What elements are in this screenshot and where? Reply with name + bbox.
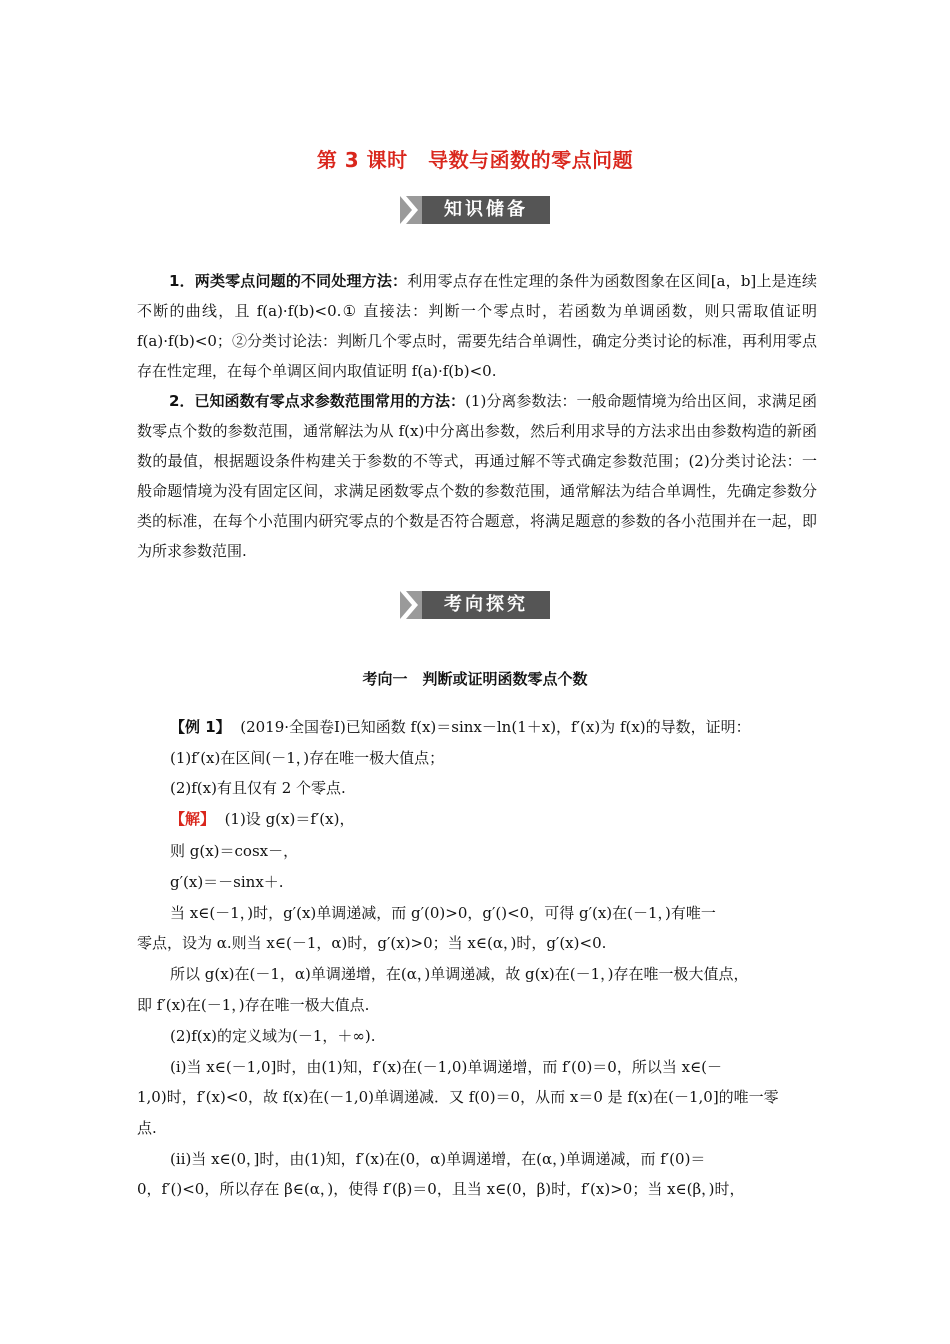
solution-label: 【解】 (170, 810, 216, 828)
solution-line-13: 0，f′()<0，所以存在 β∈(α，)，使得 f′(β)＝0，且当 x∈(0，β)时，f′(x)>0；当 x∈(β，)时， (137, 1180, 745, 1198)
knowledge-paragraph-2 (137, 386, 817, 566)
solution-line-2: 则 g(x)＝cosx－， (170, 842, 299, 860)
banner-label: 知识储备 (444, 199, 528, 220)
section-heading: 考向一 判断或证明函数零点个数 (362, 670, 588, 688)
solution-line-11: 点. (137, 1119, 157, 1137)
page-title: 第 3 课时 导数与函数的零点问题 (316, 148, 634, 172)
paragraph-heading: 1．两类零点问题的不同处理方法： (169, 272, 408, 290)
solution-line-4: 当 x∈(－1，)时，g′(x)单调递减，而 g′(0)>0，g′()<0，可得 g′(x)在(－1，)有唯一 (170, 904, 716, 922)
solution-line-9: (ⅰ)当 x∈(－1,0]时，由(1)知，f′(x)在(－1,0)单调递增，而 f′(0)＝0，所以当 x∈(－ (170, 1058, 723, 1076)
section-banner-knowledge (400, 196, 550, 224)
solution-line-10: 1,0)时，f′(x)<0，故 f(x)在(－1,0)单调递减．又 f(0)＝0，从而 x＝0 是 f(x)在(－1,0]的唯一零 (137, 1088, 779, 1106)
section-banner-explore (400, 591, 550, 619)
paragraph-heading: 2．已知函数有零点求参数范围常用的方法： (169, 392, 466, 410)
knowledge-paragraph-1 (137, 266, 817, 386)
solution-line-6: 所以 g(x)在(－1，α)单调递增，在(α，)单调递减，故 g(x)在(－1，)存在唯一极大值点， (170, 965, 749, 983)
paragraph-text: (1)分离参数法：一般命题情境为给出区间，求满足函数零点个数的参数范围，通常解法为从 f(x)中分离出参数，然后利用求导的方法求出由参数构造的新函数的最值，根据题设条件构建关于参数的不等式，再通过解不等式确定参数范围；(2)分类讨论法：一般命题情境为没有固定区间，求满足函数零点个数的参数范围，通常解法为结合单调性，先确定参数分类的标准，在每个小范围内研究零点的个数是否符合题意，将满足题意的参数的各小范围并在一起，即为所求参数范围. (137, 392, 817, 560)
knowledge-content (137, 266, 817, 566)
solution-line-7: 即 f′(x)在(－1，)存在唯一极大值点. (137, 996, 370, 1014)
solution-line-3: g′(x)＝－sinx＋. (170, 873, 284, 891)
paragraph-text: 利用零点存在性定理的条件为函数图象在区间[a，b]上是连续不断的曲线，且 f(a)·f(b)<0.① 直接法：判断一个零点时，若函数为单调函数，则只需取值证明 f(a)·f(b)<0；②分类讨论法：判断几个零点时，需要先结合单调性，确定分类讨论的标准，再利用零点存在性定理，在每个单调区间内取值证明 f(a)·f(b)<0. (137, 272, 817, 380)
example-stem (170, 716, 850, 738)
solution-line-1: 【解】 (1)设 g(x)＝f′(x)， (170, 810, 355, 828)
question-2: (2)f(x)有且仅有 2 个零点. (170, 779, 346, 797)
solution-line-8: (2)f(x)的定义域为(－1，＋∞). (170, 1027, 376, 1045)
question-1: (1)f′(x)在区间(－1，)存在唯一极大值点； (170, 749, 445, 767)
solution-line-5: 零点，设为 α.则当 x∈(－1，α)时，g′(x)>0；当 x∈(α，)时，g′(x)<0. (137, 934, 607, 952)
solution-line-12: (ⅱ)当 x∈(0，]时，由(1)知，f′(x)在(0，α)单调递增，在(α，)单调递减，而 f′(0)＝ (170, 1150, 706, 1168)
banner-label: 考向探究 (444, 594, 528, 615)
example-label: 【例 1】 (170, 718, 231, 736)
example-text: (2019·全国卷Ⅰ)已知函数 f(x)＝sinx－ln(1＋x)，f′(x)为 f(x)的导数，证明： (240, 718, 751, 736)
